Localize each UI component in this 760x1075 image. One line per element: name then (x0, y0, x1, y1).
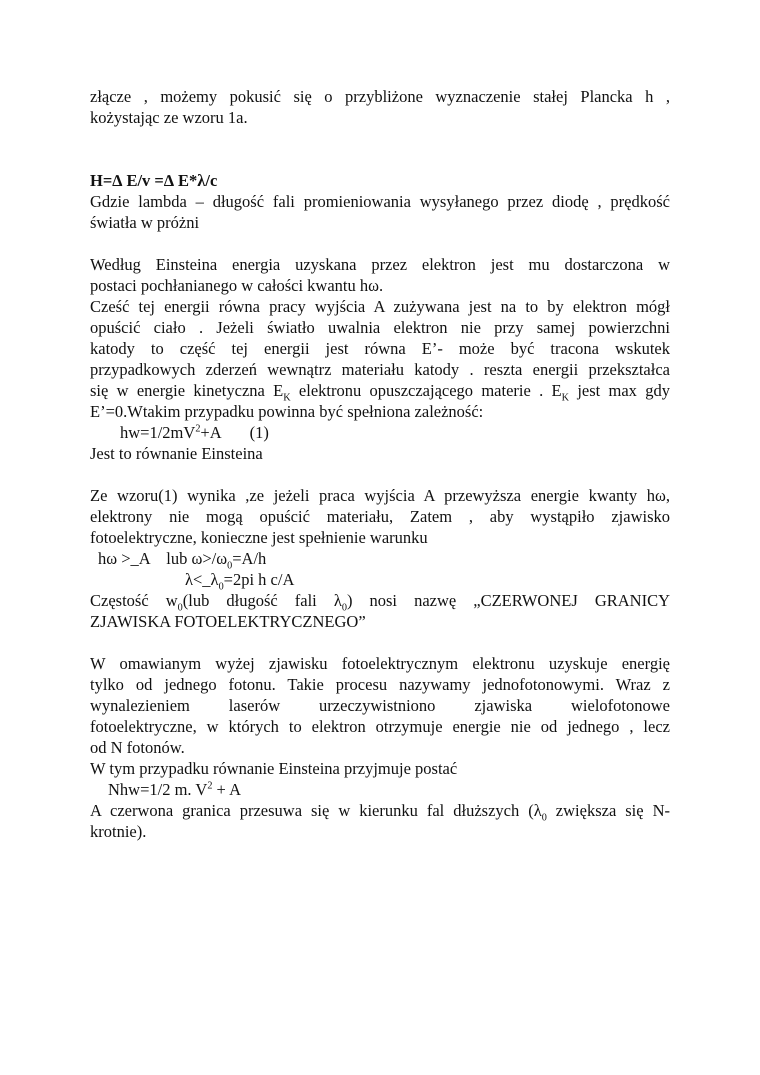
paragraph-line: wynalezieniem laserów urzeczywistniono zjawiska wielofotonowe (90, 696, 670, 715)
paragraph-line: krotnie). (90, 822, 147, 841)
paragraph-line: Gdzie lambda – długość fali promieniowania wysyłanego przez diodę , prędkość (90, 192, 670, 211)
condition-formula: $\lambda<\_\lambda_0=2pi$ h c/A (185, 570, 295, 593)
paragraph-line: Częstość $w_0(lub$ długość fali $\lambda_0$) nosi nazwę „CZERWONEJ GRANICY (90, 591, 670, 614)
paragraph-line: Ze wzoru(1) wynika ,ze jeżeli praca wyjścia A przewyższa energie kwanty hω, (90, 486, 670, 505)
paragraph-line: Jest to równanie Einsteina (90, 444, 263, 463)
paragraph-line: katody to część tej energii jest równa E’- może być tracona wskutek (90, 339, 670, 358)
paragraph-line: E’=0.Wtakim przypadku powinna być spełniona zależność: (90, 402, 484, 421)
paragraph-line: Cześć tej energii równa pracy wyjścia A zużywana jest na to by elektron mógł (90, 297, 670, 316)
einstein-equation: $hw=1/2mV^2+A$ (1) (120, 423, 269, 442)
paragraph-line: W omawianym wyżej zjawisku fotoelektrycznym elektronu uzyskuje energię (90, 654, 670, 673)
paragraph-line: od N fotonów. (90, 738, 185, 757)
multiphoton-equation: Nhw=1/2 m. $V^2 + A$ (108, 780, 241, 799)
paragraph-line: złącze , możemy pokusić się o przybliżone wyznaczenie stałej Plancka h , (90, 87, 670, 106)
paragraph-line: tylko od jednego fotonu. Takie procesu nazywamy jednofotonowymi. Wraz z (90, 675, 670, 694)
paragraph-line: W tym przypadku równanie Einsteina przyjmuje postać (90, 759, 458, 778)
paragraph-line: fotoelektryczne, konieczne jest spełnienie warunku (90, 528, 428, 547)
paragraph-line: opuścić ciało . Jeżeli światło uwalnia elektron nie przy samej powierzchni (90, 318, 670, 337)
paragraph-line: się w energie kinetyczna $E_K$ elektronu opuszczającego materie . $E_K$ jest max gdy (90, 381, 670, 404)
paragraph-line: przypadkowych zderzeń wewnątrz materiału katody . reszta energii przekształca (90, 360, 670, 379)
paragraph-line: światła w próżni (90, 213, 200, 232)
paragraph-line: A czerwona granica przesuwa się w kierunku fal dłuższych ($\lambda_0$ zwiększa się N- (90, 801, 670, 824)
planck-formula: H=∆ E/v =∆ E*λ/c (90, 171, 218, 190)
paragraph-line: ZJAWISKA FOTOELEKTRYCZNEGO” (90, 612, 366, 631)
condition-formula: hω >_A lub $\omega>/\omega_0=A/h$ (98, 549, 267, 572)
paragraph-line: elektrony nie mogą opuścić materiału, Zatem , aby wystąpiło zjawisko (90, 507, 670, 526)
paragraph-line: fotoelektryczne, w których to elektron otrzymuje energie nie od jednego , lecz (90, 717, 670, 736)
paragraph-line: Według Einsteina energia uzyskana przez elektron jest mu dostarczona w (90, 255, 670, 274)
paragraph-line: kożystając ze wzoru 1a. (90, 108, 248, 127)
document-page (90, 86, 670, 842)
paragraph-line: postaci pochłanianego w całości kwantu hω. (90, 276, 384, 295)
